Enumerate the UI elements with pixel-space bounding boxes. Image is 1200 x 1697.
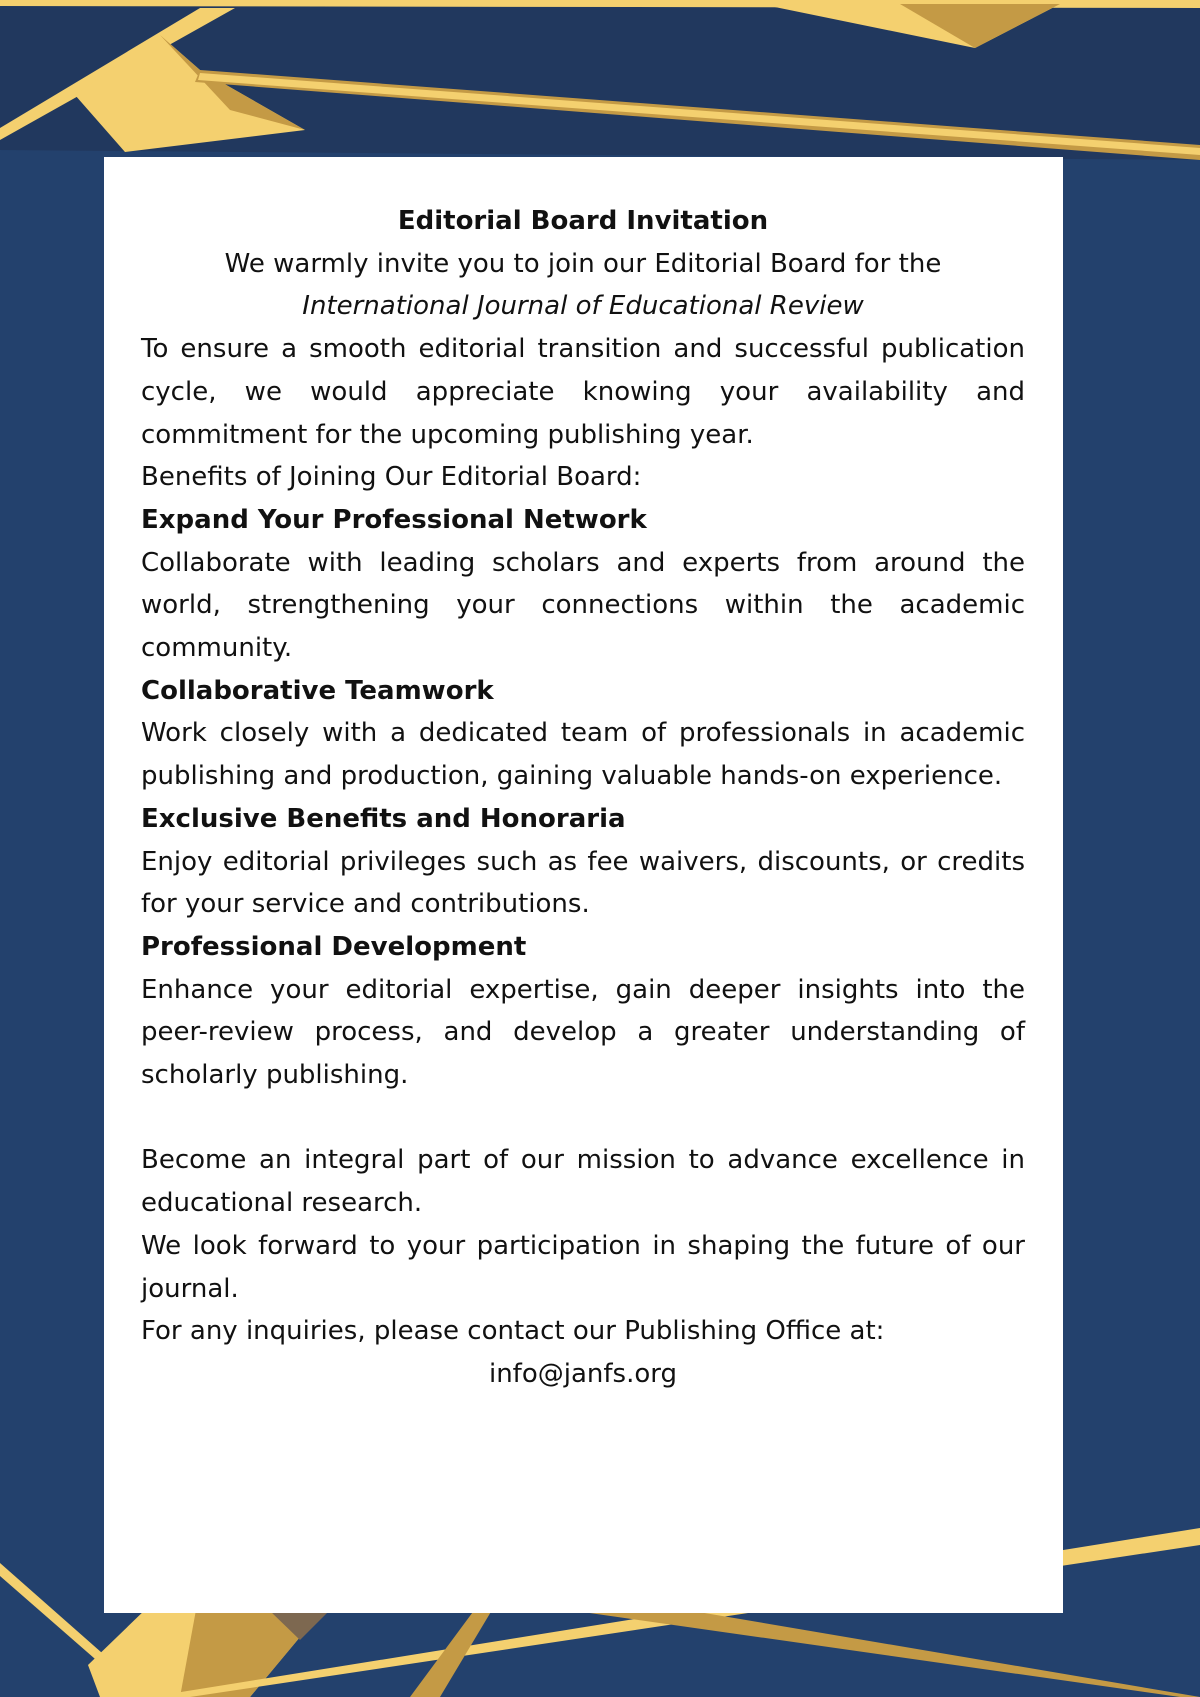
benefit-text: Work closely with a dedicated team of professionals in academic publishing and production, gaining valuable hands-on experience. bbox=[141, 718, 1025, 792]
journal-name: International Journal of Educational Review bbox=[302, 291, 864, 322]
benefit-text: Enhance your editorial expertise, gain deeper insights into the peer-review process, and develop a greater understanding of scholarly publishing. bbox=[141, 974, 1025, 1091]
availability-paragraph: To ensure a smooth editorial transition and successful publication cycle, we would appreciate knowing your availability and commitment for the upcoming publishing year. bbox=[141, 334, 1025, 450]
contact-line: For any inquiries, please contact our Publishing Office at: bbox=[141, 1316, 885, 1347]
spacer bbox=[141, 1097, 1025, 1140]
intro-line: We warmly invite you to join our Editorial Board for the bbox=[224, 248, 942, 279]
invitation-title: Editorial Board Invitation bbox=[397, 206, 769, 236]
bottom-gold-left-line bbox=[0, 1563, 110, 1672]
contact-email[interactable]: info@janfs.org bbox=[488, 1358, 677, 1389]
benefit-heading: Exclusive Benefits and Honoraria bbox=[141, 803, 626, 834]
invitation-content bbox=[141, 200, 1025, 1396]
closing-paragraph: We look forward to your participation in shaping the future of our journal. bbox=[141, 1230, 1025, 1304]
benefit-heading: Professional Development bbox=[141, 931, 527, 962]
benefits-heading: Benefits of Joining Our Editorial Board: bbox=[141, 462, 642, 493]
benefit-text: Enjoy editorial privileges such as fee waivers, discounts, or credits for your service and contributions. bbox=[141, 846, 1025, 920]
benefit-heading: Expand Your Professional Network bbox=[141, 504, 647, 535]
benefit-heading: Collaborative Teamwork bbox=[141, 675, 494, 706]
mission-paragraph: Become an integral part of our mission to advance excellence in educational research. bbox=[141, 1145, 1025, 1219]
benefit-text: Collaborate with leading scholars and experts from around the world, strengthening your connections within the academic community. bbox=[141, 547, 1025, 664]
